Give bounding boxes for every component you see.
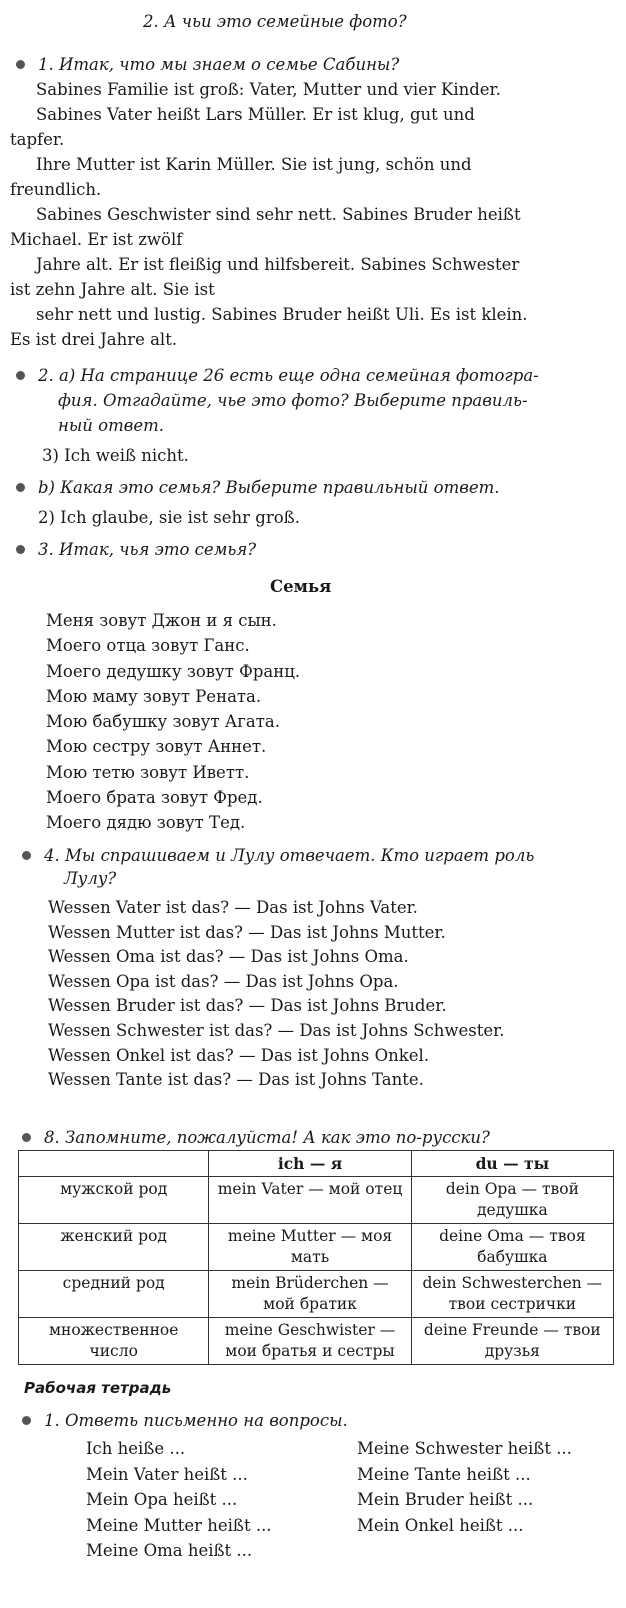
table-header	[19, 1151, 209, 1177]
exercise-heading: 1. Ответь письменно на вопросы.	[44, 1411, 348, 1430]
text-line: freundlich.	[10, 180, 102, 199]
table-row	[19, 1224, 614, 1271]
exercise-2b	[38, 475, 499, 530]
text-line: Es ist drei Jahre alt.	[10, 330, 178, 349]
exercise-4	[44, 843, 534, 891]
text-line: Мою маму зовут Рената.	[46, 686, 262, 706]
table-cell: mein Brüderchen — мой братик	[209, 1271, 411, 1318]
table-row	[19, 1271, 614, 1318]
text-line: tapfer.	[10, 130, 65, 149]
text-line: Sabines Vater heißt Lars Müller. Er ist klug, gut und	[36, 105, 475, 124]
text-line: Ich heiße ...	[86, 1439, 186, 1458]
poem-title: Семья	[270, 577, 332, 596]
table-cell: meine Geschwister — мои братья и сестры	[209, 1318, 411, 1365]
table-cell: dein Schwesterchen — твои сестрички	[411, 1271, 613, 1318]
text-line: Sabines Familie ist groß: Vater, Mutter und vier Kinder.	[36, 80, 501, 99]
table-cell: мужской род	[19, 1177, 209, 1224]
workbook-right-column	[357, 1436, 572, 1538]
exercise-heading: b) Какая это семья? Выберите правильный ответ.	[38, 478, 500, 497]
bullet-icon	[16, 545, 25, 554]
page-title: 2. А чьи это семейные фото?	[143, 12, 407, 31]
text-line: Моего отца зовут Ганс.	[46, 636, 250, 656]
text-line: Meine Schwester heißt ...	[357, 1439, 572, 1458]
text-line: Моего дядю зовут Тед.	[46, 813, 246, 833]
table-cell: meine Mutter — моя мать	[209, 1224, 411, 1271]
exercise-1	[38, 52, 399, 77]
dialogue-lines	[48, 896, 504, 1093]
text-line: Jahre alt. Er ist fleißig und hilfsbereit. Sabines Schwester	[36, 255, 520, 274]
bullet-icon	[16, 60, 25, 69]
exercise-2a	[38, 363, 539, 468]
text-line: Wessen Bruder ist das? — Das ist Johns Bruder.	[48, 996, 447, 1016]
table-cell: множественное число	[19, 1318, 209, 1365]
answer: 2) Ich glaube, sie ist sehr groß.	[38, 508, 300, 527]
text-line: Meine Mutter heißt ...	[86, 1515, 272, 1535]
exercise-1-text	[10, 77, 610, 352]
exercise-8	[44, 1125, 490, 1150]
text-line: Wessen Tante ist das? — Das ist Johns Tante.	[48, 1070, 424, 1090]
table-row	[19, 1318, 614, 1365]
exercise-heading: Лулу?	[64, 869, 117, 888]
exercise-heading: 3. Итак, чья это семья?	[38, 540, 257, 559]
text-line: Мою сестру зовут Аннет.	[46, 737, 267, 757]
table-cell: женский род	[19, 1224, 209, 1271]
text-line: Мою тетю зовут Иветт.	[46, 762, 250, 782]
workbook-exercise-1	[44, 1408, 348, 1433]
grammar-table	[18, 1150, 614, 1365]
exercise-3	[38, 537, 256, 562]
text-line: Моего дедушку зовут Франц.	[46, 661, 301, 681]
text-line: Meine Oma heißt ...	[86, 1541, 253, 1560]
table-row	[19, 1177, 614, 1224]
table-header: du — ты	[411, 1151, 613, 1177]
table-cell: deine Oma — твоя бабушка	[411, 1224, 613, 1271]
table-header: ich — я	[209, 1151, 411, 1177]
text-line: Wessen Oma ist das? — Das ist Johns Oma.	[48, 947, 409, 967]
text-line: Wessen Mutter ist das? — Das ist Johns Mutter.	[48, 922, 446, 942]
text-line: Мою бабушку зовут Агата.	[46, 712, 280, 732]
exercise-heading: 1. Итак, что мы знаем о семье Сабины?	[38, 55, 400, 74]
text-line: ist zehn Jahre alt. Sie ist	[10, 280, 215, 299]
text-line: Mein Onkel heißt ...	[357, 1515, 524, 1535]
table-cell: mein Vater — мой отец	[209, 1177, 411, 1224]
text-line: Meine Tante heißt ...	[357, 1464, 531, 1484]
poem-lines	[46, 608, 300, 836]
exercise-heading: 2. a) На странице 26 есть еще одна семейная фотогра-	[38, 366, 539, 385]
text-line: Ihre Mutter ist Karin Müller. Sie ist jung, schön und	[36, 155, 472, 174]
text-line: Моего брата зовут Фред.	[46, 788, 263, 808]
bullet-icon	[22, 1133, 31, 1142]
exercise-heading: ный ответ.	[58, 416, 165, 435]
text-line: Mein Vater heißt ...	[86, 1464, 248, 1484]
text-line: Wessen Vater ist das? — Das ist Johns Vater.	[48, 898, 418, 917]
text-line: Wessen Schwester ist das? — Das ist Johns Schwester.	[48, 1020, 505, 1040]
workbook-left-column	[86, 1436, 272, 1564]
table-cell: средний род	[19, 1271, 209, 1318]
bullet-icon	[22, 851, 31, 860]
text-line: Mein Bruder heißt ...	[357, 1490, 534, 1509]
text-line: Меня зовут Джон и я сын.	[46, 611, 277, 630]
exercise-heading: фия. Отгадайте, чье это фото? Выберите правиль-	[58, 391, 528, 410]
bullet-icon	[16, 371, 25, 380]
bullet-icon	[16, 483, 25, 492]
exercise-heading: 8. Запомните, пожалуйста! А как это по-русски?	[44, 1128, 490, 1147]
text-line: Mein Opa heißt ...	[86, 1490, 238, 1509]
section-title: Рабочая тетрадь	[24, 1379, 172, 1397]
table-cell: dein Opa — твой дедушка	[411, 1177, 613, 1224]
text-line: Wessen Onkel ist das? — Das ist Johns Onkel.	[48, 1045, 430, 1065]
answer: 3) Ich weiß nicht.	[42, 446, 189, 465]
bullet-icon	[22, 1416, 31, 1425]
text-line: Wessen Opa ist das? — Das ist Johns Opa.	[48, 971, 399, 991]
text-line: Michael. Er ist zwölf	[10, 230, 183, 249]
text-line: sehr nett und lustig. Sabines Bruder heißt Uli. Es ist klein.	[36, 305, 528, 324]
table-cell: deine Freunde — твои друзья	[411, 1318, 613, 1365]
text-line: Sabines Geschwister sind sehr nett. Sabines Bruder heißt	[36, 205, 521, 224]
exercise-heading: 4. Мы спрашиваем и Лулу отвечает. Кто играет роль	[44, 846, 535, 865]
